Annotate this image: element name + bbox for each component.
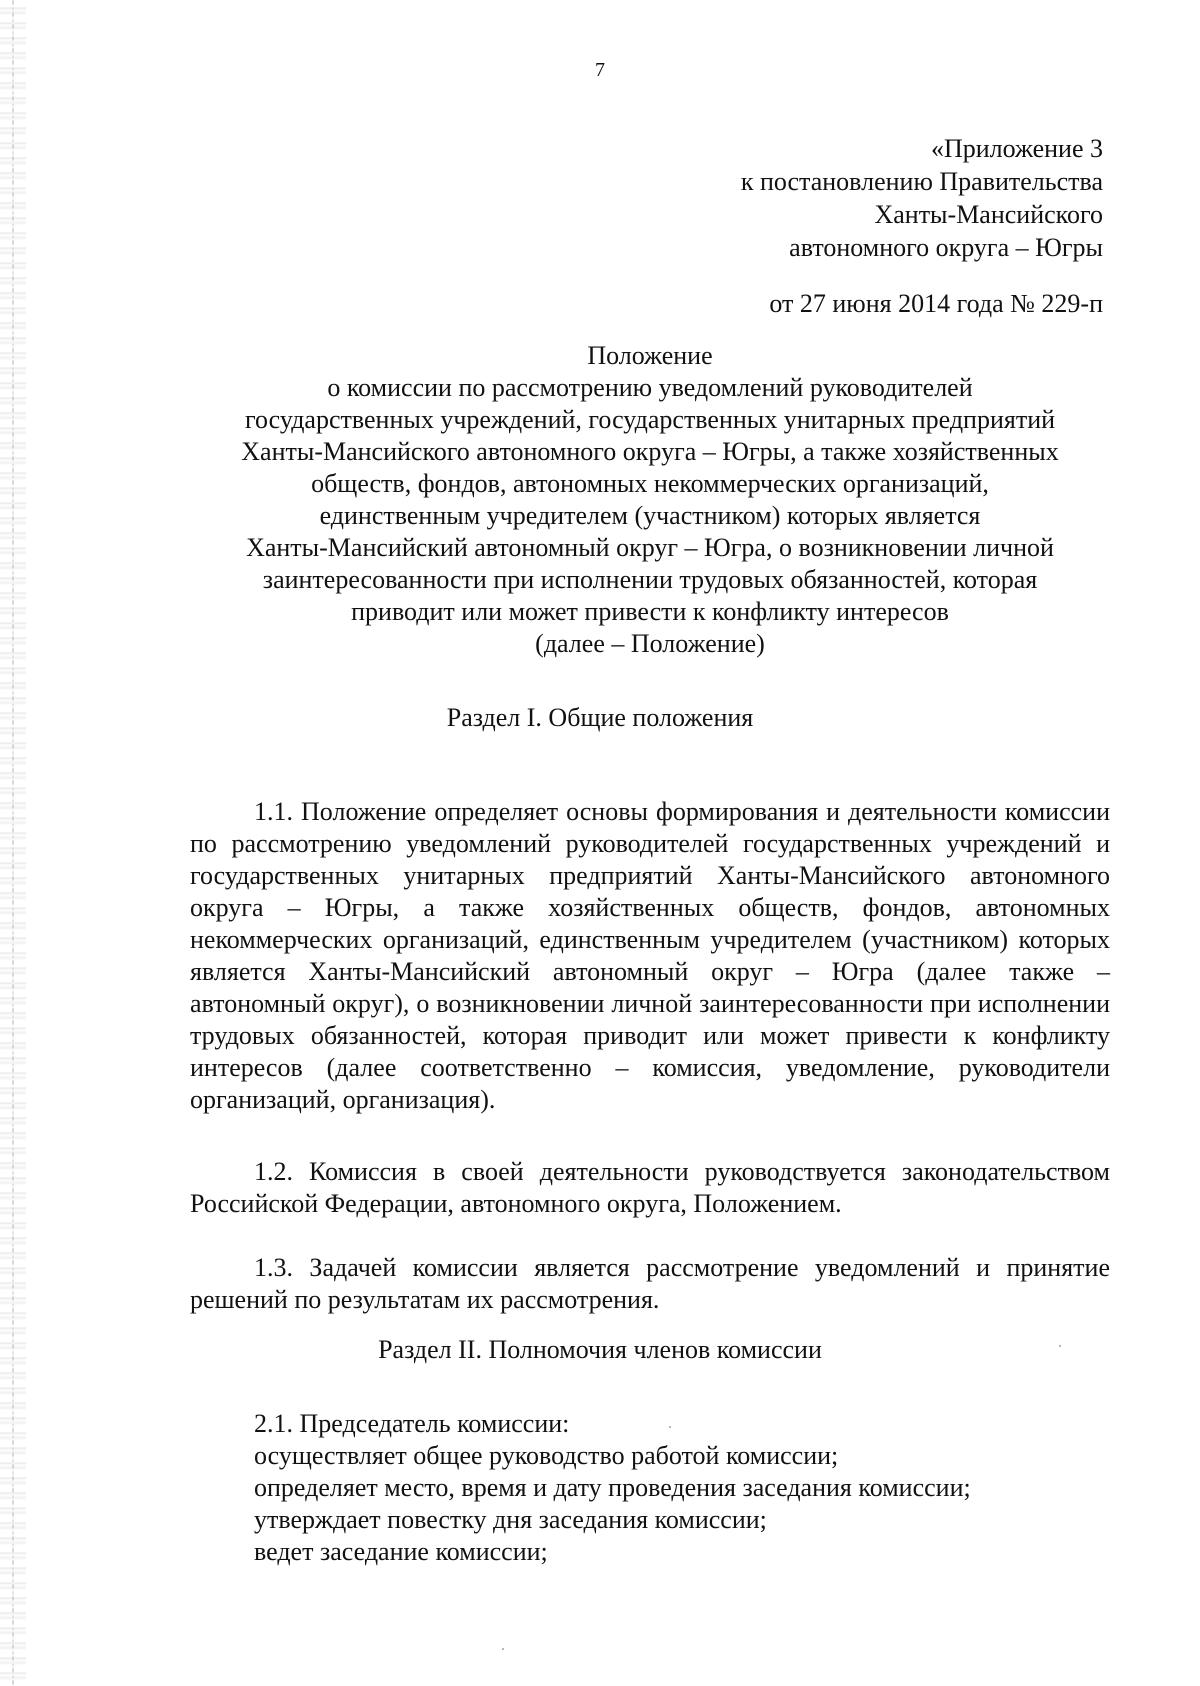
annex-line: «Приложение 3 <box>930 134 1103 163</box>
title-line: Ханты-Мансийского автономного округа – Югры, а также хозяйственных <box>241 437 1059 466</box>
title-line: приводит или может привести к конфликту интересов <box>351 597 949 626</box>
title-line: государственных учреждений, государственных унитарных предприятий <box>244 405 1056 434</box>
section-heading-powers: Раздел II. Полномочия членов комиссии <box>378 1335 822 1364</box>
annex-header <box>543 132 1103 320</box>
title-line: (далее – Положение) <box>535 629 765 658</box>
list-item: осуществляет общее руководство работой комиссии; <box>254 1441 839 1470</box>
title-line: о комиссии по рассмотрению уведомлений руководителей <box>327 373 973 402</box>
title-line: единственным учредителем (участником) которых является <box>319 501 981 530</box>
title-line: обществ, фондов, автономных некоммерческих организаций, <box>311 469 989 498</box>
scan-speck <box>1059 1345 1061 1347</box>
paragraph-1-3: 1.3. Задачей комиссии является рассмотрение уведомлений и принятие решений по результатам их рассмотрения. <box>190 1253 1110 1314</box>
list-item: утверждает повестку дня заседания комиссии; <box>254 1505 767 1534</box>
paragraph-1-2: 1.2. Комиссия в своей деятельности руководствуется законодательством Российской Федерации, автономного округа, Положением. <box>190 1157 1110 1218</box>
page-number: 7 <box>595 59 605 81</box>
scan-speck <box>669 1426 671 1428</box>
section-heading-general: Раздел I. Общие положения <box>446 703 754 732</box>
list-item: определяет место, время и дату проведения заседания комиссии; <box>254 1473 971 1502</box>
list-item: 2.1. Председатель комиссии: <box>254 1409 570 1438</box>
title-line: Положение <box>587 341 713 370</box>
chairman-powers-list <box>254 1408 1114 1568</box>
annex-line: к постановлению Правительства <box>740 167 1103 196</box>
title-line: заинтересованности при исполнении трудовых обязанностей, которая <box>262 565 1038 594</box>
annex-line: автономного округа – Югры <box>789 233 1103 262</box>
list-item: ведет заседание комиссии; <box>254 1537 548 1566</box>
title-line: Ханты-Мансийский автономный округ – Югра, о возникновении личной <box>246 533 1054 562</box>
scanned-binding-edge <box>0 0 26 1686</box>
annex-date: от 27 июня 2014 года № 229-п <box>769 289 1103 318</box>
document-title <box>190 340 1110 660</box>
annex-line: Ханты-Мансийского <box>874 200 1103 229</box>
scan-speck <box>502 1648 504 1650</box>
paragraph-1-1: 1.1. Положение определяет основы формирования и деятельности комиссии по рассмотрению уведомлений руководителей государственных учреждений и государственных унитарных предприятий Ханты-Мансийского автономного округа – Югры, а также хозяйственных обществ, фондов, автономных некоммерческих организаций, единственным учредителем (участником) которых является Ханты-Мансийский автономный округ – Югра (далее также – автономный округ), о возникновении личной заинтересованности при исполнении трудовых обязанностей, которая приводит или может привести к конфликту интересов (далее соответственно – комиссия, уведомление, руководители организаций, организация). <box>190 797 1110 1114</box>
